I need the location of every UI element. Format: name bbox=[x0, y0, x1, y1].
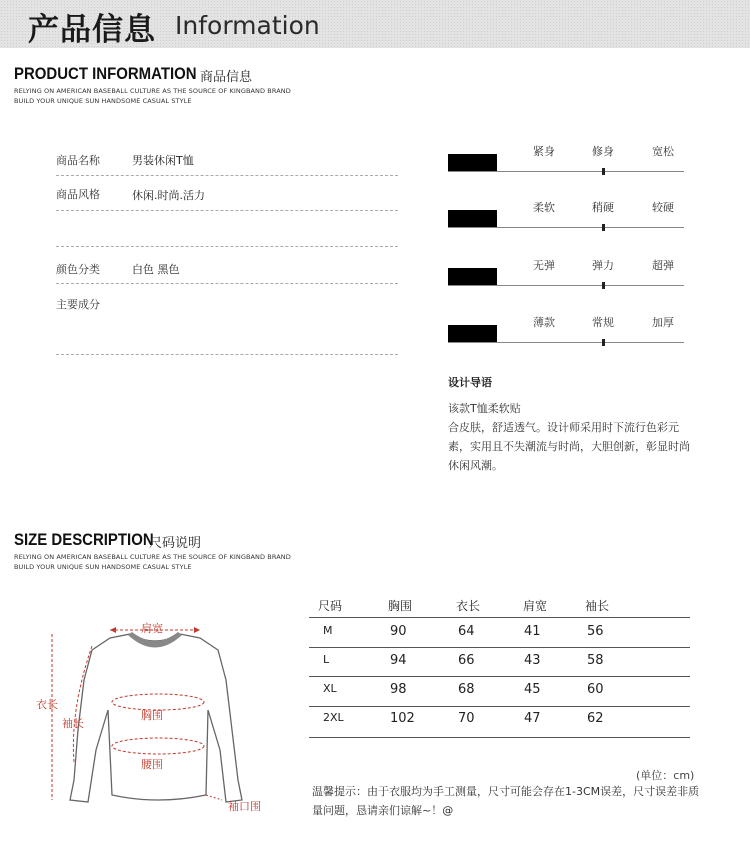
field-label-name: 商品名称 bbox=[56, 154, 100, 167]
attribute-selected-marker bbox=[602, 339, 605, 346]
size-table-size-cell: M bbox=[323, 624, 333, 637]
size-table-cell: 70 bbox=[458, 711, 475, 726]
design-text-line1: 该款T恤柔软贴 bbox=[448, 402, 521, 415]
divider bbox=[56, 175, 398, 176]
size-table-cell: 45 bbox=[524, 682, 541, 697]
product-info-tagline-2: BUILD YOUR UNIQUE SUN HANDSOME CASUAL STYLE bbox=[14, 97, 192, 105]
label-cuff: 袖口围 bbox=[228, 800, 261, 813]
attribute-option: 加厚 bbox=[652, 316, 674, 329]
size-table-rule bbox=[309, 706, 690, 707]
size-table-cell: 43 bbox=[524, 653, 541, 668]
cuff-line bbox=[206, 795, 222, 800]
attribute-option: 修身 bbox=[592, 145, 614, 158]
divider bbox=[56, 210, 398, 211]
attribute-option: 较硬 bbox=[652, 201, 674, 214]
attribute-scale-line bbox=[448, 227, 684, 228]
divider bbox=[56, 283, 398, 284]
size-table-cell: 58 bbox=[587, 653, 604, 668]
size-table-rule bbox=[309, 617, 690, 618]
attribute-option: 常规 bbox=[592, 316, 614, 329]
size-desc-title-cn: 尺码说明 bbox=[149, 536, 202, 551]
attribute-option: 柔软 bbox=[533, 201, 555, 214]
field-value-name: 男装休闲T恤 bbox=[132, 154, 194, 167]
attribute-option: 薄款 bbox=[533, 316, 555, 329]
size-table-cell: 68 bbox=[458, 682, 475, 697]
size-table-header: 袖长 bbox=[585, 599, 610, 613]
size-table-cell: 60 bbox=[587, 682, 604, 697]
attribute-scale-line bbox=[448, 171, 684, 172]
label-waist: 腰围 bbox=[141, 758, 163, 771]
attribute-selected-marker bbox=[602, 282, 605, 289]
size-table-header: 胸围 bbox=[388, 599, 413, 613]
size-table-cell: 47 bbox=[524, 711, 541, 726]
product-info-tagline-1: RELYING ON AMERICAN BASEBALL CULTURE AS THE SOURCE OF KINGBAND BRAND bbox=[14, 87, 291, 95]
size-table-size-cell: 2XL bbox=[323, 711, 344, 724]
field-label-style: 商品风格 bbox=[56, 188, 100, 201]
field-label-material: 主要成分 bbox=[56, 298, 100, 311]
attribute-option: 弹力 bbox=[592, 259, 614, 272]
label-length: 衣长 bbox=[36, 698, 58, 711]
arrow-head bbox=[110, 627, 116, 633]
size-table-header: 尺码 bbox=[318, 599, 343, 613]
design-text-body: 合皮肤，舒适透气。设计师采用时下流行色彩元素，实用且不失潮流与时尚，大胆创新，彰显时尚休闲风潮。 bbox=[448, 421, 690, 472]
field-value-color: 白色 黑色 bbox=[132, 263, 180, 276]
attribute-selected-marker bbox=[602, 168, 605, 175]
attribute-option: 宽松 bbox=[652, 145, 674, 158]
size-table-cell: 62 bbox=[587, 711, 604, 726]
size-note: 温馨提示：由于衣服均为手工测量，尺寸可能会存在1-3CM误差，尺寸误差非质量问题，恳请亲们谅解~！@ bbox=[312, 785, 700, 817]
arrow-head bbox=[194, 627, 200, 633]
field-value-style: 休闲.时尚.活力 bbox=[132, 189, 205, 202]
waist-ellipse bbox=[112, 738, 204, 754]
size-table-cell: 41 bbox=[524, 624, 541, 639]
size-table-cell: 66 bbox=[458, 653, 475, 668]
attribute-option: 无弹 bbox=[533, 259, 555, 272]
field-label-color: 颜色分类 bbox=[56, 263, 100, 276]
attribute-black-bar bbox=[448, 210, 497, 227]
size-table-cell: 94 bbox=[390, 653, 407, 668]
attribute-black-bar bbox=[448, 154, 497, 171]
size-table-rule bbox=[309, 676, 690, 677]
size-desc-tagline-1: RELYING ON AMERICAN BASEBALL CULTURE AS THE SOURCE OF KINGBAND BRAND bbox=[14, 553, 291, 561]
label-sleeve: 袖长 bbox=[62, 717, 84, 730]
size-table-size-cell: L bbox=[323, 653, 330, 666]
size-desc-title-en: SIZE DESCRIPTION bbox=[14, 530, 154, 549]
sleeve-line bbox=[73, 646, 92, 762]
attribute-option: 稍硬 bbox=[592, 201, 614, 214]
size-table-size-cell: XL bbox=[323, 682, 337, 695]
attribute-black-bar bbox=[448, 268, 497, 285]
attribute-option: 超弹 bbox=[652, 259, 674, 272]
attribute-selected-marker bbox=[602, 224, 605, 231]
header-title-cn: 产品信息 bbox=[28, 12, 156, 48]
product-info-title-en: PRODUCT INFORMATION bbox=[14, 64, 197, 83]
size-table-rule bbox=[309, 737, 690, 738]
divider bbox=[56, 354, 398, 355]
divider bbox=[56, 246, 398, 247]
product-info-heading bbox=[14, 64, 221, 84]
size-table-cell: 64 bbox=[458, 624, 475, 639]
product-info-title-cn: 商品信息 bbox=[200, 70, 253, 85]
label-shoulder: 肩宽 bbox=[141, 622, 163, 635]
unit-label: (单位：cm) bbox=[636, 769, 695, 782]
size-table-cell: 90 bbox=[390, 624, 407, 639]
label-chest: 胸围 bbox=[141, 709, 163, 722]
attribute-scale-line bbox=[448, 342, 684, 343]
size-table-header: 衣长 bbox=[456, 599, 481, 613]
attribute-scale-line bbox=[448, 285, 684, 286]
size-table-cell: 102 bbox=[390, 711, 415, 726]
size-table-cell: 98 bbox=[390, 682, 407, 697]
size-desc-tagline-2: BUILD YOUR UNIQUE SUN HANDSOME CASUAL STYLE bbox=[14, 563, 192, 571]
size-table-cell: 56 bbox=[587, 624, 604, 639]
attribute-black-bar bbox=[448, 325, 497, 342]
design-title: 设计导语 bbox=[448, 376, 492, 389]
size-table-header: 肩宽 bbox=[523, 599, 548, 613]
header-title-en: Information bbox=[175, 11, 320, 40]
size-table-rule bbox=[309, 647, 690, 648]
header-banner bbox=[0, 0, 750, 48]
attribute-option: 紧身 bbox=[533, 145, 555, 158]
